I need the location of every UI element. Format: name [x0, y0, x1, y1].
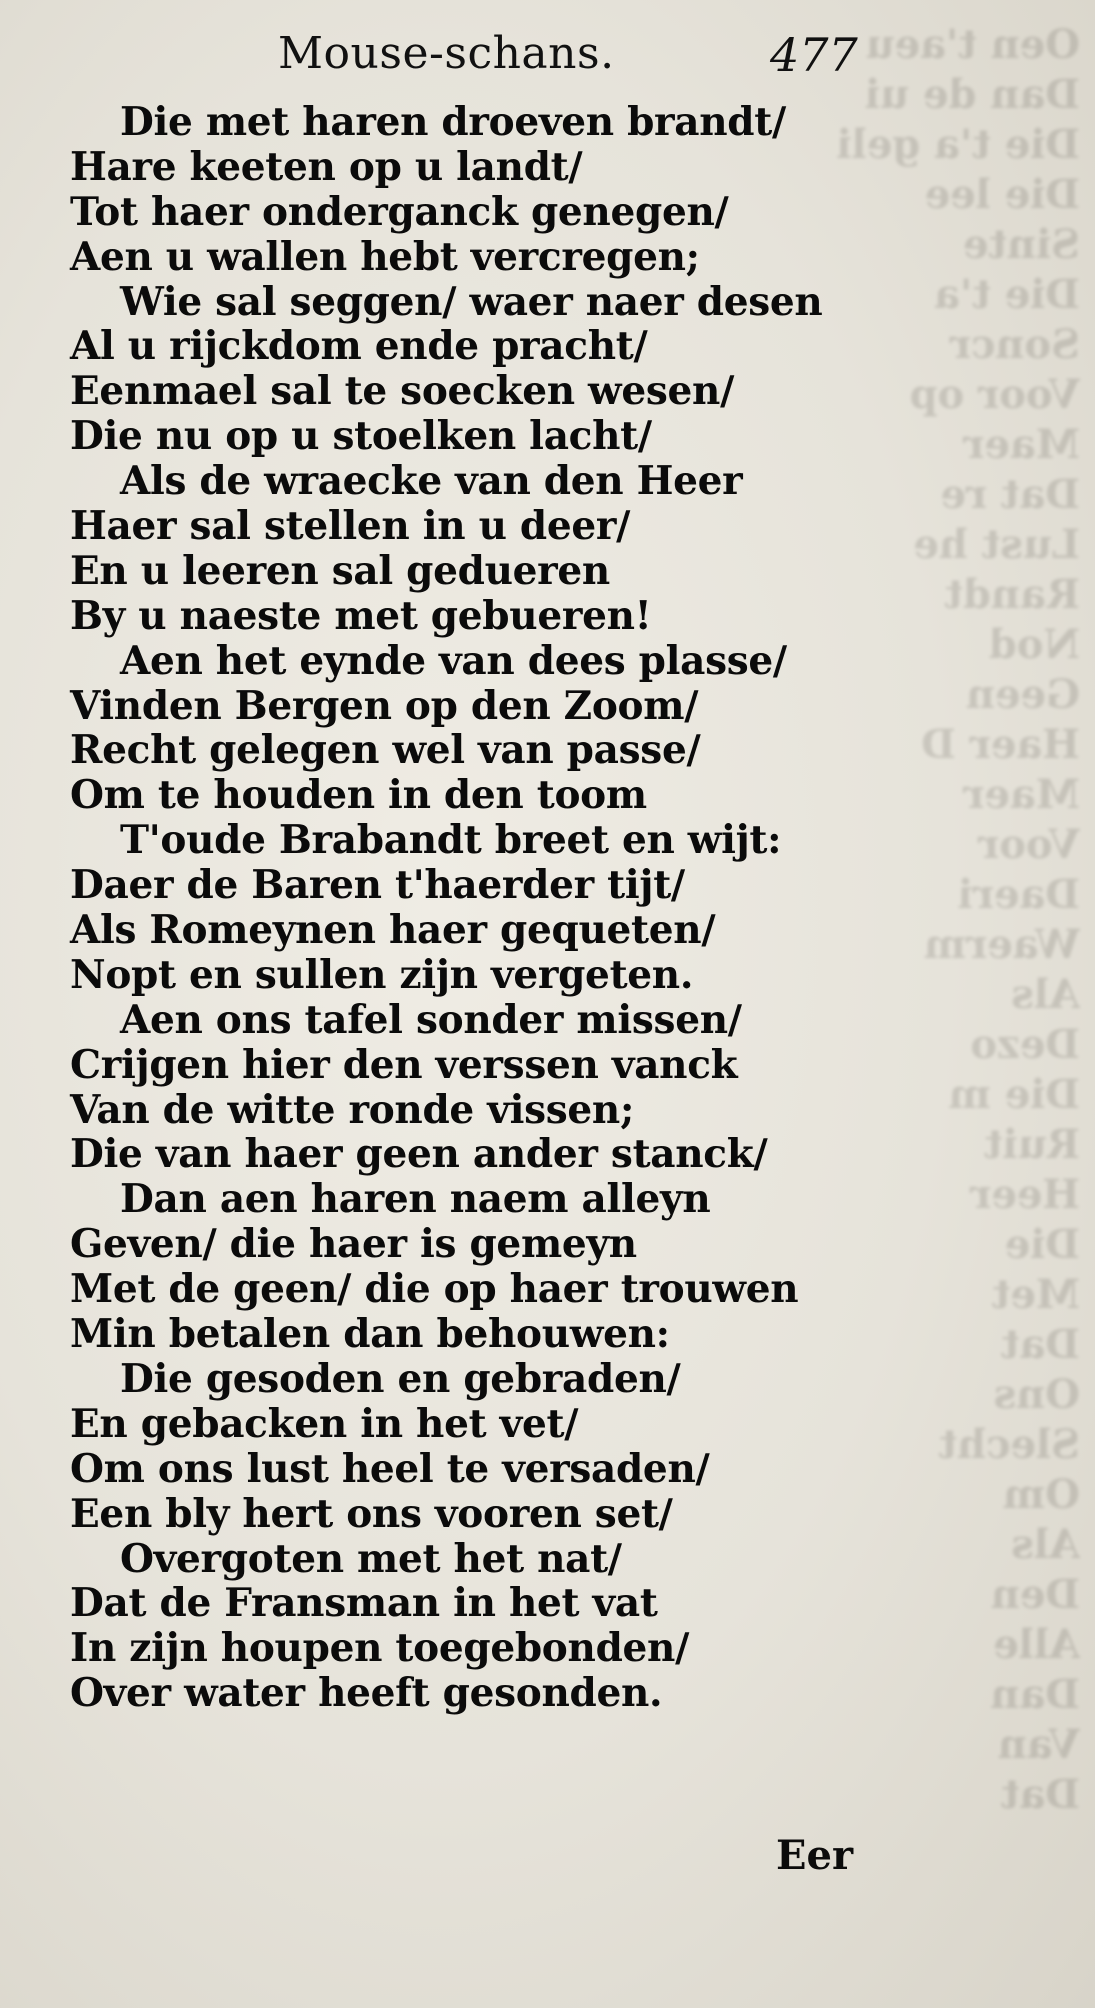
poem-line: Om ons lust heel te versaden/ [70, 1445, 710, 1492]
poem-line: Over water heeft gesonden. [70, 1670, 663, 1717]
poem-line: Nopt en sullen zijn vergeten. [70, 951, 694, 998]
show-through-text: Oen t'aeu Dan de ui Die t'a geli Die lee Sinte Die t'a Soncr Voor op Maer Dat re Lust he Randt Nod Geen Haer D Maer Voor Daeri Waerm Als Dezo Die m Ruit Heer Die Met Dat Ons Slecht Om Als Den Alle Dan Van Dat [836, 21, 1080, 1818]
poem-text [70, 100, 830, 1716]
poem-line: Vinden Bergen op den Zoom/ [70, 682, 699, 729]
poem-line: Tot haer onderganck genegen/ [70, 188, 729, 235]
poem-line: Eenmael sal te soecken wesen/ [70, 368, 735, 415]
poem-line: Om te houden in den toom [70, 772, 647, 819]
poem-line: Min betalen dan behouwen: [70, 1311, 670, 1358]
poem-line: Die met haren droeven brandt/ [120, 99, 786, 145]
poem-line: Die gesoden en gebraden/ [120, 1355, 681, 1402]
poem-line: Als de wraecke van den Heer [120, 458, 743, 505]
poem-line: Aen het eynde van dees plasse/ [120, 637, 787, 684]
poem-line: Die nu op u stoelken lacht/ [70, 413, 652, 460]
poem-line: By u naeste met gebueren! [70, 592, 652, 639]
poem-line: En u leeren sal gedueren [70, 547, 610, 594]
page-number: 477 [770, 28, 858, 82]
poem-line: Haer sal stellen in u deer/ [70, 503, 631, 550]
poem-line: T'oude Brabandt breet en wijt: [120, 817, 782, 864]
poem-line: Aen u wallen hebt vercregen; [70, 233, 700, 280]
poem-line: Overgoten met het nat/ [120, 1535, 622, 1582]
poem-line: Dan aen haren naem alleyn [120, 1176, 711, 1223]
poem-line: En gebacken in het vet/ [70, 1400, 579, 1447]
poem-line: In zijn houpen toegebonden/ [70, 1625, 690, 1672]
poem-line: Een bly hert ons vooren set/ [70, 1490, 673, 1537]
poem-line: Met de geen/ die op haer trouwen [70, 1266, 799, 1313]
poem-line: Van de witte ronde vissen; [70, 1086, 635, 1133]
poem-line: Hare keeten op u landt/ [70, 143, 583, 190]
poem-line: Dat de Fransman in het vat [70, 1580, 658, 1627]
catchword: Eer [776, 1832, 854, 1879]
running-title: Mouse-schans. [278, 28, 615, 79]
poem-line: Recht gelegen wel van passe/ [70, 727, 701, 774]
poem-line: Aen ons tafel sonder missen/ [120, 996, 742, 1043]
poem-line: Die van haer geen ander stanck/ [70, 1131, 768, 1178]
poem-line: Al u rijckdom ende pracht/ [70, 323, 648, 370]
page-header [0, 28, 1095, 88]
poem-line: Als Romeynen haer gequeten/ [70, 907, 716, 954]
poem-line: Geven/ die haer is gemeyn [70, 1221, 637, 1268]
poem-line: Crijgen hier den verssen vanck [70, 1041, 738, 1088]
poem-line: Daer de Baren t'haerder tijt/ [70, 862, 685, 909]
poem-line: Wie sal seggen/ waer naer desen [120, 278, 823, 325]
